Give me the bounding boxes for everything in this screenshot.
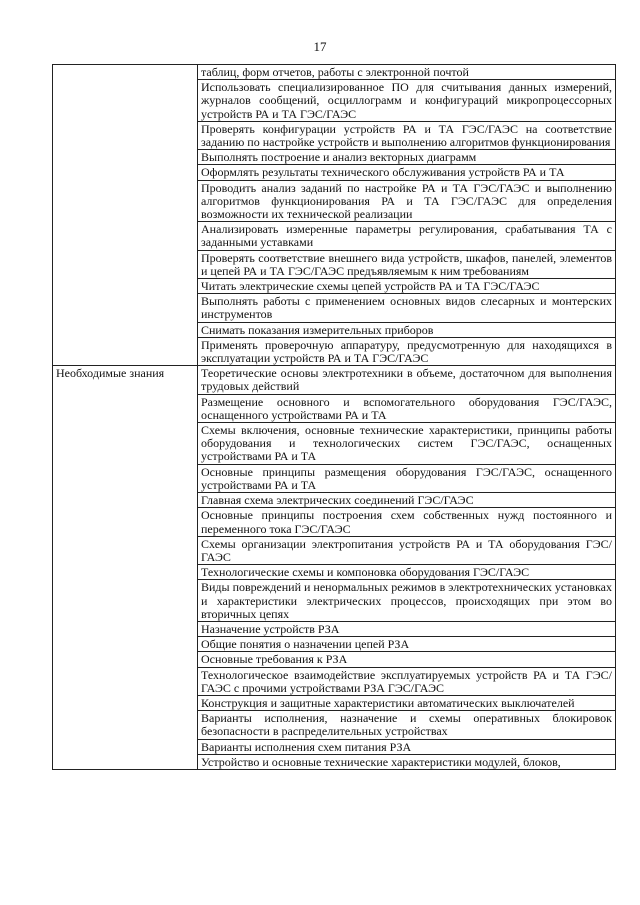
competency-table xyxy=(52,64,616,770)
knowledge-item: Конструкция и защитные характеристики автоматических выключателей xyxy=(198,695,616,710)
ability-item: таблиц, форм отчетов, работы с электронной почтой xyxy=(198,65,616,80)
ability-item: Использовать специализированное ПО для считывания данных измерений, журналов сообщений, осциллограмм и конфигураций микропроцессорных устройств РА и ТА ГЭС/ГАЭС xyxy=(198,80,616,122)
ability-item: Проводить анализ заданий по настройке РА и ТА ГЭС/ГАЭС и выполнению алгоритмов функционирования РА и ТА ГЭС/ГАЭС для определения возможности их технической реализации xyxy=(198,180,616,222)
knowledge-item: Варианты исполнения, назначение и схемы оперативных блокировок безопасности в распределительных устройствах xyxy=(198,711,616,739)
knowledge-item: Схемы организации электропитания устройств РА и ТА оборудования ГЭС/ГАЭС xyxy=(198,536,616,564)
knowledge-item: Общие понятия о назначении цепей РЗА xyxy=(198,637,616,652)
knowledge-item: Схемы включения, основные технические характеристики, принципы работы оборудования и технологических систем ГЭС/ГАЭС, оснащенных устройствами РА и ТА xyxy=(198,423,616,465)
knowledge-label: Необходимые знания xyxy=(53,366,198,770)
page-number: 17 xyxy=(313,39,327,54)
ability-item: Выполнять работы с применением основных видов слесарных и монтерских инструментов xyxy=(198,294,616,322)
knowledge-item: Основные требования к РЗА xyxy=(198,652,616,667)
abilities-label-cell xyxy=(53,65,198,366)
knowledge-item: Главная схема электрических соединений ГЭС/ГАЭС xyxy=(198,493,616,508)
ability-item: Применять проверочную аппаратуру, предусмотренную для находящихся в эксплуатации устройств РА и ТА ГЭС/ГАЭС xyxy=(198,337,616,365)
ability-item: Выполнять построение и анализ векторных диаграмм xyxy=(198,150,616,165)
knowledge-item: Устройство и основные технические характеристики модулей, блоков, xyxy=(198,754,616,769)
knowledge-item: Варианты исполнения схем питания РЗА xyxy=(198,739,616,754)
knowledge-item: Назначение устройств РЗА xyxy=(198,621,616,636)
knowledge-item: Основные принципы размещения оборудования ГЭС/ГАЭС, оснащенного устройствами РА и ТА xyxy=(198,464,616,492)
ability-item: Анализировать измеренные параметры регулирования, срабатывания ТА с заданными уставками xyxy=(198,222,616,250)
knowledge-item: Основные принципы построения схем собственных нужд постоянного и переменного тока ГЭС/ГАЭС xyxy=(198,508,616,536)
ability-item: Читать электрические схемы цепей устройств РА и ТА ГЭС/ГАЭС xyxy=(198,279,616,294)
ability-item: Проверять соответствие внешнего вида устройств, шкафов, панелей, элементов и цепей РА и ТА ГЭС/ГАЭС предъявляемым к ним требованиям xyxy=(198,250,616,278)
table-row xyxy=(53,366,616,394)
ability-item: Проверять конфигурации устройств РА и ТА ГЭС/ГАЭС на соответствие заданию по настройке устройств и выполнению алгоритмов функционирования xyxy=(198,121,616,149)
ability-item: Снимать показания измерительных приборов xyxy=(198,322,616,337)
table-row xyxy=(53,65,616,80)
knowledge-item: Технологические схемы и компоновка оборудования ГЭС/ГАЭС xyxy=(198,565,616,580)
knowledge-item: Размещение основного и вспомогательного оборудования ГЭС/ГАЭС, оснащенного устройствами РА и ТА xyxy=(198,394,616,422)
knowledge-item: Технологическое взаимодействие эксплуатируемых устройств РА и ТА ГЭС/ГАЭС с прочими устройствами РЗА ГЭС/ГАЭС xyxy=(198,667,616,695)
knowledge-item: Виды повреждений и ненормальных режимов в электротехнических установках и характеристики электрических процессов, происходящих при этом во вторичных цепях xyxy=(198,580,616,622)
knowledge-item: Теоретические основы электротехники в объеме, достаточном для выполнения трудовых действий xyxy=(198,366,616,394)
ability-item: Оформлять результаты технического обслуживания устройств РА и ТА xyxy=(198,165,616,180)
